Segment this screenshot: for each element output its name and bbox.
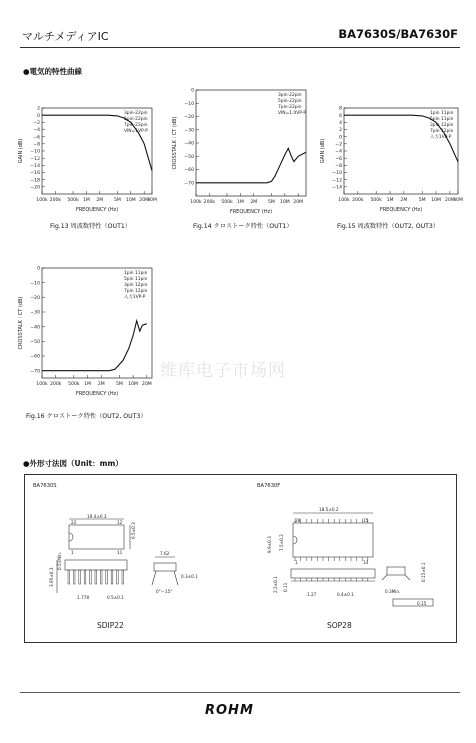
x-tick-label: 200k bbox=[352, 198, 364, 203]
x-tick-label: 30M bbox=[147, 198, 157, 203]
y-tick-label: −50 bbox=[184, 154, 194, 160]
sop-flat: 0.15 bbox=[417, 601, 427, 606]
package-drawing-box bbox=[24, 474, 457, 643]
sdip-pin22: 22 bbox=[71, 520, 77, 525]
y-tick-label: −8 bbox=[335, 163, 342, 169]
x-tick-label: 500k bbox=[67, 198, 79, 203]
sdip22-end-view bbox=[152, 557, 178, 585]
x-tick-label: 1M bbox=[84, 382, 91, 387]
sdip-lead bbox=[79, 570, 81, 584]
y-tick-label: −50 bbox=[30, 339, 40, 345]
y-tick-label: −60 bbox=[30, 354, 40, 360]
y-tick-label: −30 bbox=[30, 310, 40, 316]
x-tick-label: 200k bbox=[49, 198, 62, 203]
y-tick-label: −70 bbox=[30, 369, 40, 375]
legend-entry: 5pin-22pin bbox=[124, 117, 148, 122]
legend-entry: VIN=1VP-P bbox=[124, 129, 148, 134]
x-tick-label: 5M bbox=[267, 200, 275, 205]
chart-fig15 bbox=[318, 78, 466, 228]
sdip22-side-view bbox=[57, 560, 127, 593]
x-tick-label: 20M bbox=[139, 198, 150, 203]
y-axis-label: CROSSTALK : CT (dB) bbox=[172, 116, 178, 170]
sdip-pin11: 11 bbox=[117, 550, 123, 555]
x-tick-label: 20M bbox=[141, 382, 152, 387]
sdip-pitch: 1.778 bbox=[77, 595, 89, 600]
header-part-numbers: BA7630S/BA7630F bbox=[338, 27, 458, 41]
series-line bbox=[42, 321, 147, 371]
sdip-thick: 0.3±0.1 bbox=[181, 574, 198, 579]
sop-width: 9.9±0.3 bbox=[267, 536, 272, 553]
sdip-lead bbox=[122, 570, 124, 584]
sdip-length: 19.4±0.3 bbox=[87, 514, 107, 519]
sdip-lead bbox=[95, 570, 97, 584]
sdip-pin12: 12 bbox=[117, 520, 123, 525]
sdip-angle: 0°～15° bbox=[156, 589, 173, 594]
chart-fig13 bbox=[14, 78, 164, 228]
legend-entry: 3pin 12pin bbox=[124, 283, 148, 288]
x-tick-label: 5M bbox=[113, 198, 121, 203]
pkg-left-type: SDIP22 bbox=[97, 621, 124, 630]
sop-pin14: 14 bbox=[363, 560, 369, 565]
sdip-width: 6.5±0.3 bbox=[131, 522, 136, 539]
y-tick-label: −60 bbox=[184, 168, 194, 174]
x-tick-label: 20M bbox=[293, 200, 304, 205]
x-tick-label: 500k bbox=[370, 198, 382, 203]
caption-fig15: Fig.15 周波数特性（OUT2, OUT3） bbox=[337, 223, 440, 230]
series-line bbox=[196, 148, 306, 183]
sop-length: 18.5±0.2 bbox=[319, 507, 339, 512]
sop-pin28: 28 bbox=[295, 518, 301, 523]
sop-lead: 0.4±0.1 bbox=[337, 592, 354, 597]
y-tick-label: 0 bbox=[339, 135, 342, 141]
legend-entry: 1pin 11pin bbox=[430, 111, 454, 116]
y-tick-label: 4 bbox=[339, 120, 342, 126]
legend-entry: 7pin 12pin bbox=[124, 289, 148, 294]
sop-standoff: 0.11 bbox=[283, 582, 288, 592]
legend-entry: 入力1VP-P bbox=[430, 135, 452, 140]
header-rule bbox=[20, 47, 460, 48]
sop-height: 2.2±0.1 bbox=[273, 576, 278, 593]
y-tick-label: 0 bbox=[191, 88, 194, 94]
y-tick-label: −30 bbox=[184, 128, 194, 134]
sop-pin15: 15 bbox=[363, 518, 369, 523]
sop-pitch: 1.27 bbox=[307, 592, 317, 597]
y-tick-label: 2 bbox=[37, 106, 40, 112]
x-tick-label: 100k bbox=[338, 198, 350, 203]
sop-pin1: 1 bbox=[295, 560, 298, 565]
x-tick-label: 2M bbox=[250, 200, 258, 205]
y-tick-label: −2 bbox=[33, 120, 40, 126]
y-tick-label: −10 bbox=[30, 149, 40, 155]
chart-fig14 bbox=[170, 78, 312, 228]
header-category: マルチメディアIC bbox=[22, 30, 109, 43]
watermark: 维库电子市场网 bbox=[160, 361, 286, 381]
sdip-lead bbox=[100, 570, 102, 584]
sdip-lead: 0.5±0.1 bbox=[107, 595, 124, 600]
x-tick-label: 5M bbox=[418, 198, 426, 203]
sdip-lead bbox=[84, 570, 86, 584]
caption-fig16: Fig.16 クロストーク特性（OUT2, OUT3） bbox=[26, 413, 147, 420]
sop-body: 7.5±0.2 bbox=[279, 534, 284, 551]
legend-entry: 7pin 12pin bbox=[430, 129, 454, 134]
y-tick-label: −18 bbox=[30, 178, 40, 184]
x-axis-label: FREQUENCY (Hz) bbox=[75, 391, 119, 397]
x-tick-label: 2M bbox=[96, 198, 104, 203]
y-tick-label: −6 bbox=[335, 156, 342, 162]
pkg-right-name: BA7630F bbox=[257, 483, 281, 489]
x-tick-label: 5M bbox=[115, 382, 123, 387]
legend-entry: 1pin 11pin bbox=[124, 271, 148, 276]
y-tick-label: −4 bbox=[335, 149, 342, 155]
pkg-left-name: BA7630S bbox=[33, 483, 57, 489]
sdip-lead bbox=[111, 570, 113, 584]
footer-rule bbox=[20, 692, 460, 693]
legend-entry: 3pin 12pin bbox=[430, 123, 454, 128]
y-tick-label: −70 bbox=[184, 181, 194, 187]
y-axis-label: GAIN (dB) bbox=[320, 138, 326, 164]
y-tick-label: −20 bbox=[30, 185, 40, 191]
x-tick-label: 100k bbox=[36, 382, 48, 387]
y-tick-label: −2 bbox=[335, 142, 342, 148]
y-tick-label: −12 bbox=[332, 178, 342, 184]
y-tick-label: 6 bbox=[339, 113, 342, 119]
y-tick-label: −14 bbox=[30, 163, 40, 169]
x-tick-label: 200k bbox=[49, 382, 62, 387]
caption-fig14: Fig.14 クロストーク特性（OUT1） bbox=[193, 223, 293, 230]
y-tick-label: −14 bbox=[332, 185, 342, 191]
sdip-row: 7.62 bbox=[160, 551, 170, 556]
legend-entry: 3pin-22pin bbox=[278, 93, 302, 98]
sdip-height: 3.95±0.3 bbox=[49, 567, 54, 587]
sdip-standoff: 0.51Min. bbox=[57, 551, 62, 570]
legend-entry: VIN=1.0VP-P bbox=[278, 111, 307, 116]
sop-thick: 0.15±0.1 bbox=[421, 562, 426, 582]
x-tick-label: 10M bbox=[128, 382, 139, 387]
x-tick-label: 2M bbox=[400, 198, 408, 203]
chart-fig16 bbox=[14, 260, 164, 410]
y-tick-label: −6 bbox=[33, 135, 40, 141]
x-tick-label: 30M bbox=[453, 198, 463, 203]
x-tick-label: 1M bbox=[82, 198, 90, 203]
sop28-side-view bbox=[291, 569, 375, 581]
y-tick-label: −10 bbox=[184, 101, 194, 107]
x-axis-label: FREQUENCY (Hz) bbox=[75, 207, 119, 213]
rohm-logo: ROHM bbox=[205, 703, 254, 718]
y-tick-label: −12 bbox=[30, 156, 40, 162]
legend-entry: 5pin 11pin bbox=[430, 117, 454, 122]
x-tick-label: 1M bbox=[386, 198, 394, 203]
y-tick-label: 0 bbox=[37, 266, 40, 272]
sop28-top-view bbox=[293, 513, 373, 561]
x-tick-label: 500k bbox=[68, 382, 80, 387]
x-tick-label: 100k bbox=[190, 200, 202, 205]
legend-entry: 3pin-22pin bbox=[124, 111, 148, 116]
y-tick-label: −40 bbox=[30, 325, 40, 331]
x-tick-label: 10M bbox=[279, 200, 290, 205]
package-drawings bbox=[25, 475, 456, 642]
x-tick-label: 500k bbox=[221, 200, 233, 205]
sdip-pin1: 1 bbox=[71, 550, 74, 555]
caption-fig13: Fig.13 周波数特性（OUT1） bbox=[50, 223, 131, 230]
x-tick-label: 20M bbox=[444, 198, 455, 203]
x-axis-label: FREQUENCY (Hz) bbox=[379, 207, 423, 213]
section-dimensions-title: ●外形寸法図（Unit：mm） bbox=[23, 459, 123, 468]
x-tick-label: 10M bbox=[431, 198, 441, 203]
y-tick-label: −20 bbox=[30, 295, 40, 301]
y-tick-label: 0 bbox=[37, 113, 40, 119]
sdip-lead bbox=[68, 570, 70, 584]
x-axis-label: FREQUENCY (Hz) bbox=[229, 209, 273, 215]
pkg-right-type: SOP28 bbox=[327, 621, 352, 630]
y-axis-label: GAIN (dB) bbox=[18, 138, 24, 164]
y-tick-label: −16 bbox=[30, 171, 40, 177]
sop-clear: 0.3Min. bbox=[385, 589, 401, 594]
legend-entry: 7pin-22pin bbox=[124, 123, 148, 128]
y-tick-label: −40 bbox=[184, 141, 194, 147]
y-tick-label: −4 bbox=[33, 128, 40, 134]
y-tick-label: 8 bbox=[339, 106, 342, 112]
x-tick-label: 200k bbox=[203, 200, 216, 205]
sdip-lead bbox=[106, 570, 108, 584]
sdip-lead bbox=[117, 570, 119, 584]
x-tick-label: 1M bbox=[236, 200, 244, 205]
x-tick-label: 2M bbox=[97, 382, 105, 387]
y-tick-label: −10 bbox=[30, 281, 40, 287]
section-electrical-title: ●電気的特性曲線 bbox=[23, 67, 83, 76]
legend-entry: 7pin-22pin bbox=[278, 105, 302, 110]
sdip-lead bbox=[90, 570, 92, 584]
y-axis-label: CROSSTALK : CT (dB) bbox=[18, 296, 24, 350]
y-tick-label: −20 bbox=[184, 115, 194, 121]
legend-entry: 入力1VP-P bbox=[124, 295, 146, 300]
legend-entry: 5pin-22pin bbox=[278, 99, 302, 104]
y-tick-label: −10 bbox=[332, 171, 342, 177]
x-tick-label: 10M bbox=[125, 198, 136, 203]
y-tick-label: −8 bbox=[33, 142, 40, 148]
x-tick-label: 100k bbox=[36, 198, 48, 203]
sdip-lead bbox=[73, 570, 75, 584]
y-tick-label: 2 bbox=[339, 128, 342, 134]
legend-entry: 5pin 11pin bbox=[124, 277, 148, 282]
